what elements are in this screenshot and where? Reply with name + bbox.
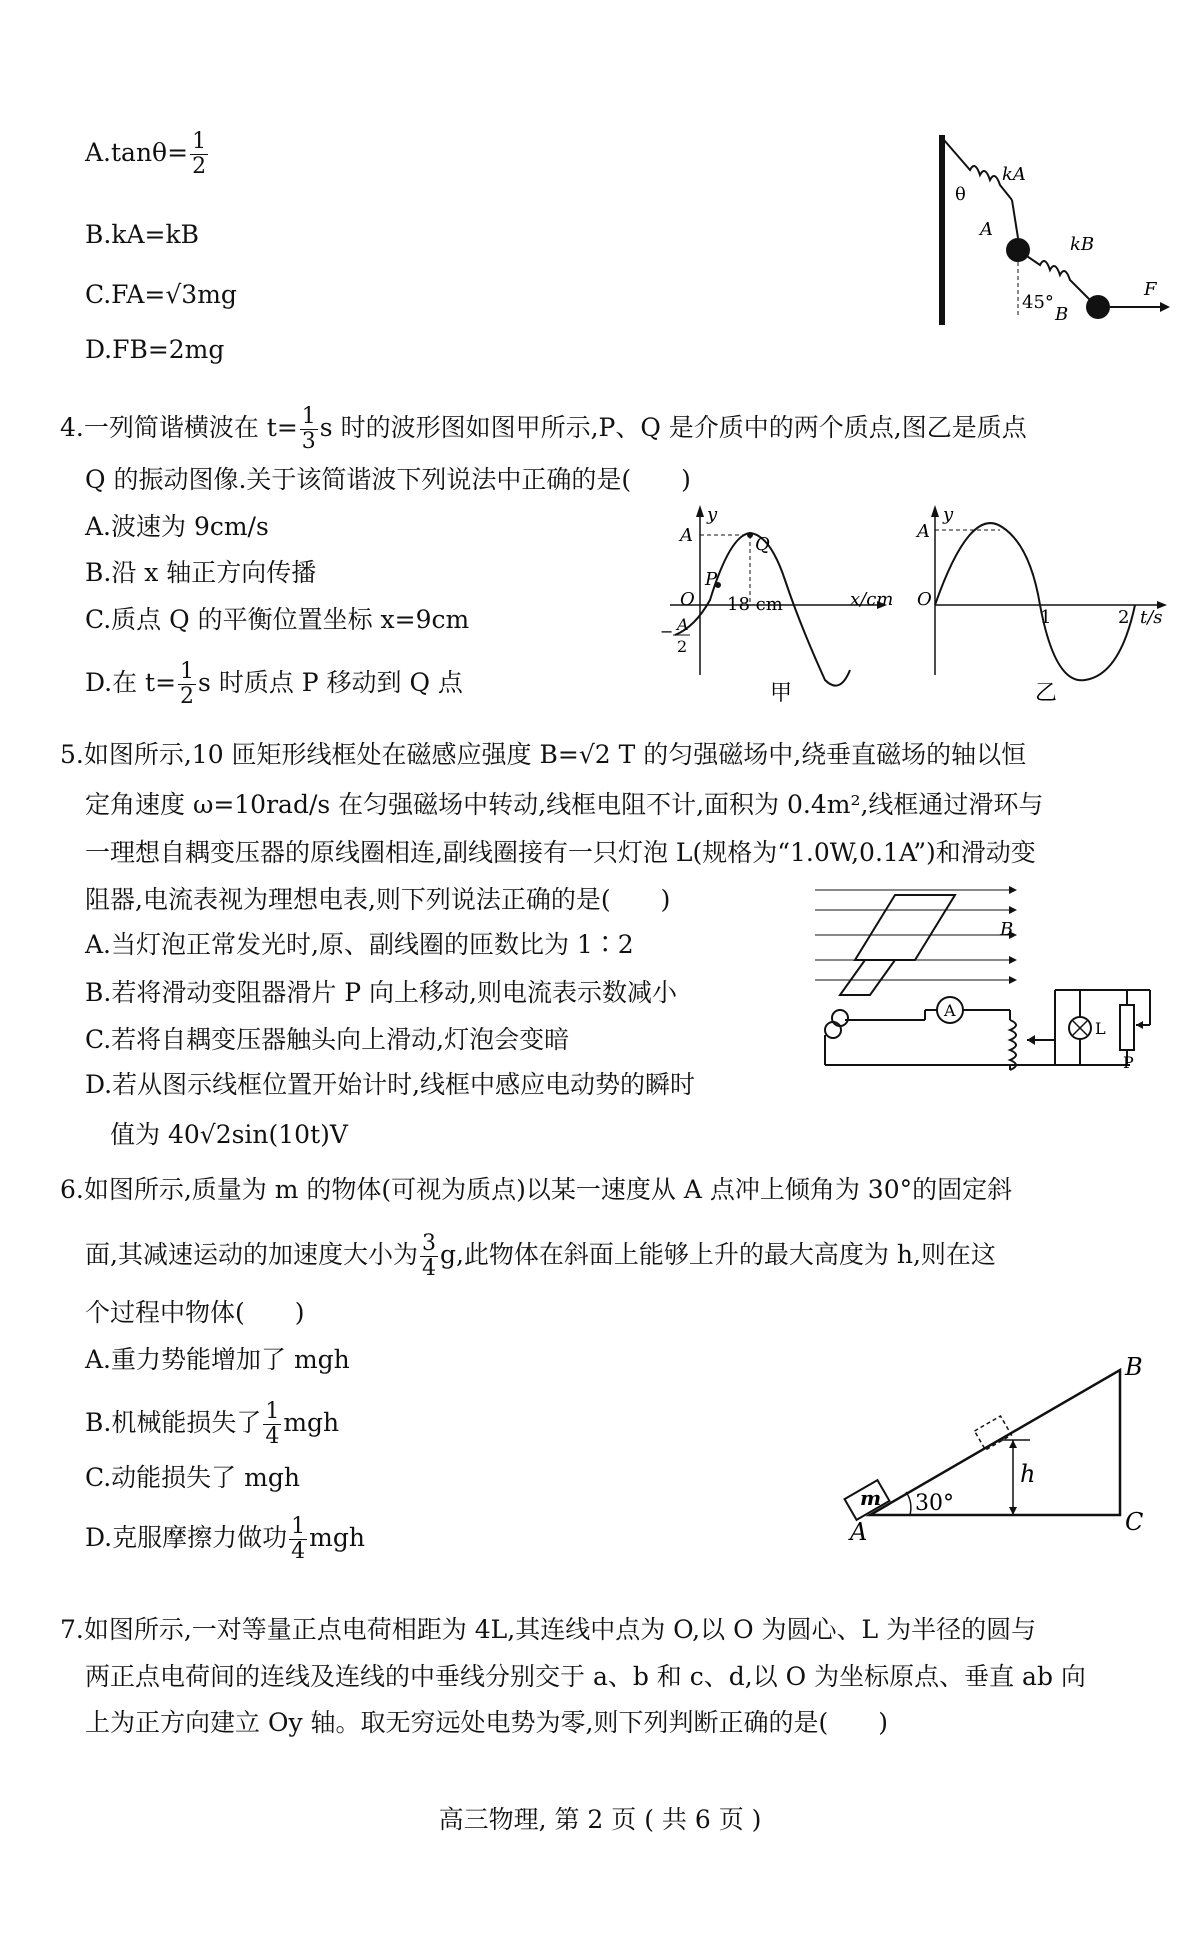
q-label: Q — [755, 534, 770, 555]
lamp-label: L — [1095, 1019, 1106, 1038]
q5-option-a: A.当灯泡正常发光时,原、副线圈的匝数比为 1∶2 — [85, 930, 634, 959]
q5-transformer-figure — [795, 880, 1175, 1075]
q3-option-a: A.tanθ= $\frac{1}{2}$ — [85, 129, 207, 179]
q4-option-b: B.沿 x 轴正方向传播 — [85, 558, 317, 587]
mass-m-label: m — [860, 1486, 882, 1510]
q3-option-b: B.kA=kB — [85, 220, 199, 249]
point-a-label: A — [850, 1518, 868, 1546]
y-axis-label: y — [707, 505, 718, 525]
q6-option-b: B.机械能损失了 $\frac{1}{4}$ mgh — [85, 1399, 340, 1449]
kb-label: kB — [1070, 234, 1095, 255]
a2-amp-label: A — [917, 521, 930, 542]
t1-tick: 1 — [1040, 607, 1052, 628]
q6-stem-line1: 6.如图所示,质量为 m 的物体(可视为质点)以某一速度从 A 点冲上倾角为 30°的固定斜 — [60, 1175, 1013, 1204]
q3-option-d: D.FB=2mg — [85, 335, 225, 364]
distance-label: 18 cm — [727, 594, 783, 615]
q4-wave-figures — [655, 505, 1175, 705]
q5-option-d2: 值为 40√2sin(10t)V — [110, 1120, 348, 1149]
page-footer: 高三物理, 第 2 页 ( 共 6 页 ) — [438, 1805, 762, 1834]
t2-tick: 2 — [1118, 607, 1130, 628]
q6-stem-line3: 个过程中物体( ) — [85, 1298, 305, 1327]
ammeter-label: A — [944, 1001, 956, 1020]
field-b-label: B — [1000, 919, 1014, 940]
f-label: F — [1144, 279, 1157, 300]
height-h-label: h — [1020, 1460, 1036, 1488]
origin-label: O — [680, 589, 695, 610]
angle-label: 45° — [1022, 292, 1054, 313]
p-label: P — [705, 569, 718, 590]
figure-yi-caption: 乙 — [1035, 681, 1058, 705]
x-unit-label: x/cm — [850, 589, 894, 610]
y2-axis-label: y — [943, 505, 954, 525]
neg-a-num: A — [677, 615, 689, 634]
q3-spring-figure — [930, 130, 1170, 330]
q5-stem-line4: 阻器,电流表视为理想电表,则下列说法正确的是( ) — [85, 885, 671, 914]
q6-option-a: A.重力势能增加了 mgh — [85, 1345, 350, 1374]
origin2-label: O — [917, 589, 932, 610]
q6-option-c: C.动能损失了 mgh — [85, 1463, 300, 1492]
q6-option-d: D.克服摩擦力做功 $\frac{1}{4}$ mgh — [85, 1514, 365, 1564]
q7-stem-line3: 上为正方向建立 Oy 轴。取无穷远处电势为零,则下列判断正确的是( ) — [85, 1708, 888, 1737]
angle-30-label: 30° — [915, 1491, 954, 1516]
q4-stem-line2: Q 的振动图像.关于该简谐波下列说法中正确的是( ) — [85, 465, 691, 494]
q5-option-d1: D.若从图示线框位置开始计时,线框中感应电动势的瞬时 — [85, 1070, 696, 1099]
q7-stem-line2: 两正点电荷间的连线及连线的中垂线分别交于 a、b 和 c、d,以 O 为坐标原点、垂直 ab 向 — [85, 1662, 1086, 1691]
point-b-label: B — [1125, 1353, 1143, 1381]
svg-text:−: − — [660, 622, 674, 641]
neg-a-den: 2 — [677, 637, 688, 656]
ka-label: kA — [1002, 164, 1026, 185]
theta-label: θ — [955, 184, 966, 205]
a-label: A — [980, 219, 993, 240]
q5-stem-line1: 5.如图所示,10 匝矩形线框处在磁感应强度 B=√2 T 的匀强磁场中,绕垂直磁场的轴以恒 — [60, 740, 1027, 769]
q7-stem-line1: 7.如图所示,一对等量正点电荷相距为 4L,其连线中点为 O,以 O 为圆心、L 为半径的圆与 — [60, 1615, 1037, 1644]
q5-option-c: C.若将自耦变压器触头向上滑动,灯泡会变暗 — [85, 1025, 570, 1054]
q5-stem-line2: 定角速度 ω=10rad/s 在匀强磁场中转动,线框电阻不计,面积为 0.4m²,线框通过滑环与 — [85, 790, 1044, 819]
q6-stem-line2: 面,其减速运动的加速度大小为 $\frac{3}{4}$ g,此物体在斜面上能够上升的最大高度为 h,则在这 — [85, 1231, 996, 1281]
figure-jia-caption: 甲 — [770, 681, 793, 705]
q3-option-c: C.FA=√3mg — [85, 280, 237, 309]
point-c-label: C — [1125, 1508, 1144, 1536]
q4-stem-line1: 4.一列简谐横波在 t= $\frac{1}{3}$ s 时的波形图如图甲所示,P、Q 是介质中的两个质点,图乙是质点 — [60, 404, 1027, 454]
q6-incline-figure — [830, 1340, 1170, 1550]
q4-option-a: A.波速为 9cm/s — [85, 512, 269, 541]
q4-option-d: D.在 t= $\frac{1}{2}$ s 时质点 P 移动到 Q 点 — [85, 659, 463, 709]
a-amp-label: A — [680, 525, 693, 546]
q5-option-b: B.若将滑动变阻器滑片 P 向上移动,则电流表示数减小 — [85, 978, 677, 1007]
slider-p-label: P — [1123, 1053, 1134, 1072]
q5-stem-line3: 一理想自耦变压器的原线圈相连,副线圈接有一只灯泡 L(规格为“1.0W,0.1A”)和滑动变 — [85, 838, 1036, 867]
q4-option-c: C.质点 Q 的平衡位置坐标 x=9cm — [85, 605, 470, 634]
b-label: B — [1055, 304, 1069, 325]
t-unit-label: t/s — [1140, 607, 1163, 628]
